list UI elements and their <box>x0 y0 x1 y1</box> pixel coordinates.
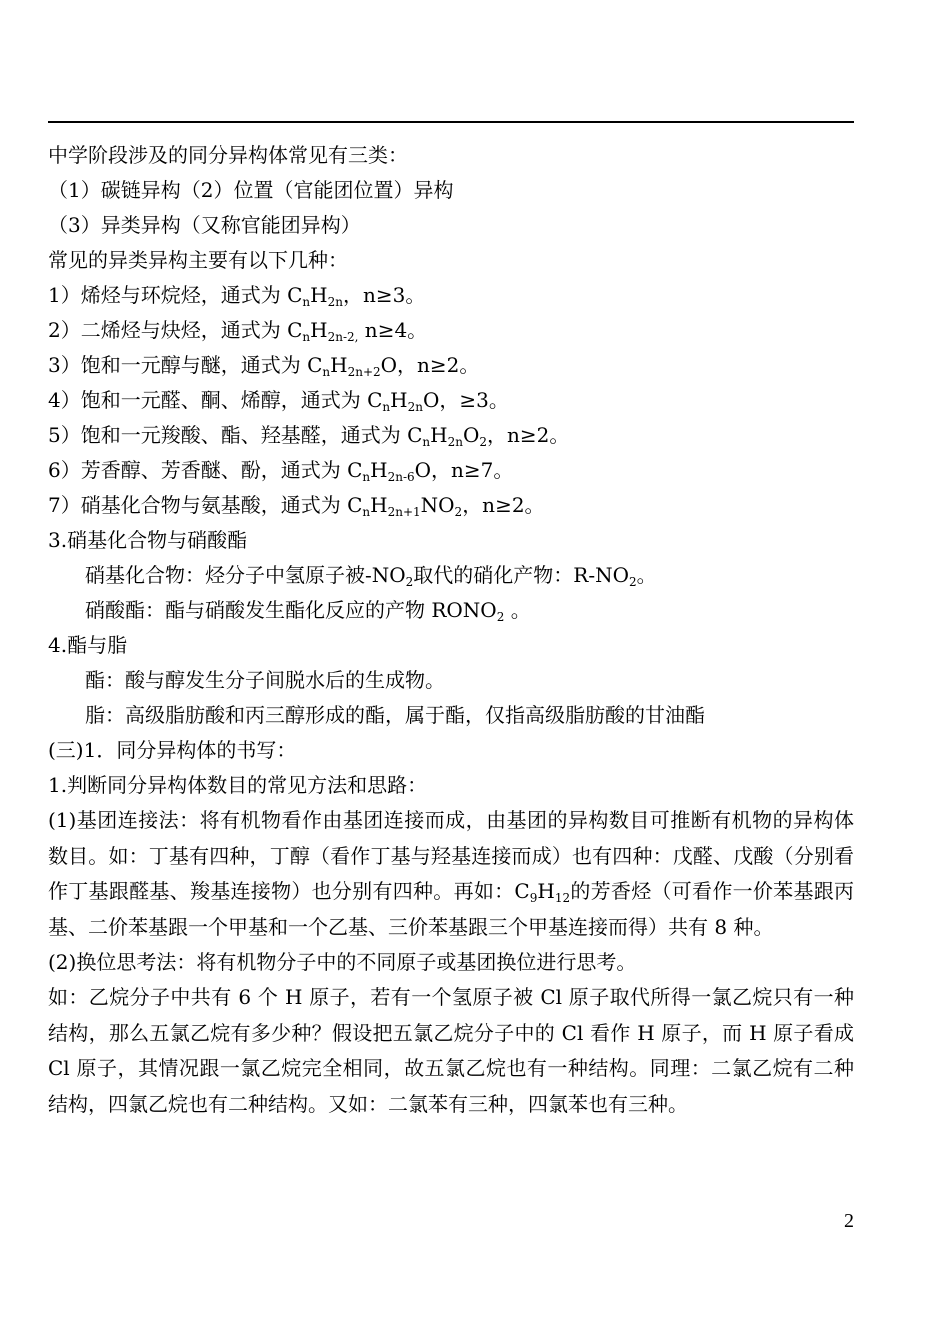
list-item-5: 5）饱和一元羧酸、酯、羟基醛，通式为 $C_nH_{2n}O_2$，n≥2。 <box>48 423 570 449</box>
isomer-type-3: （3）异类异构（又称官能团异构） <box>48 213 361 237</box>
list-item-6: 6）芳香醇、芳香醚、酚，通式为 $C_nH_{2n-6}O$，n≥7。 <box>48 458 514 484</box>
isomer-types-1-2: （1）碳链异构（2）位置（官能团位置）异构 <box>48 178 454 202</box>
section-three-heading: (三)1．同分异构体的书写： <box>48 738 297 762</box>
substitution-example-paragraph: 如：乙烷分子中共有 6 个 H 原子，若有一个氢原子被 Cl 原子取代所得一氯乙烷只有一种结构，那么五氯乙烷有多少种？假设把五氯乙烷分子中的 Cl 看作 H 原子，而 H 原子看成 Cl 原子，其情况跟一氯乙烷完全相同，故五氯乙烷也有一种结构。同理：二氯乙烷有二种结构，四氯乙烷也有二种结构。又如：二氯苯有三种，四氯苯也有三种。 <box>48 985 854 1116</box>
list-item-1: 1）烯烃与环烷烃，通式为 $C_nH_{2n}$，n≥3。 <box>48 283 426 309</box>
fat-definition: 脂：高级脂肪酸和丙三醇形成的酯，属于酯，仅指高级脂肪酸的甘油酯 <box>85 703 705 727</box>
section-3-heading: 3.硝基化合物与硝酸酯 <box>48 528 248 552</box>
ester-definition: 酯：酸与醇发生分子间脱水后的生成物。 <box>85 668 445 692</box>
document-body <box>48 138 854 1122</box>
group-connection-paragraph: (1)基团连接法：将有机物看作由基团连接而成，由基团的异构数目可推断有机物的异构体数目。如：丁基有四种，丁醇（看作丁基与羟基连接而成）也有四种：戊醛、戊酸（分别看作丁基跟醛基、羧基连接物）也分别有四种。再如：$C_9H_{12}$的芳香烃（可看作一价苯基跟丙基、二价苯基跟一个甲基和一个乙基、三价苯基跟三个甲基连接而得）共有 8 种。 <box>48 808 854 939</box>
section-4-heading: 4.酯与脂 <box>48 633 128 657</box>
list-item-3: 3）饱和一元醇与醚，通式为 $C_nH_{2n+2}O$，n≥2。 <box>48 353 480 379</box>
common-types-heading: 常见的异类异构主要有以下几种： <box>48 248 348 272</box>
list-item-7: 7）硝基化合物与氨基酸，通式为 $C_nH_{2n+1}NO_2$，n≥2。 <box>48 493 545 519</box>
substitution-method-line: (2)换位思考法：将有机物分子中的不同原子或基团换位进行思考。 <box>48 950 637 974</box>
nitro-compound-definition: 硝基化合物：烃分子中氢原子被$-NO_2$取代的硝化产物：$R-NO_2$。 <box>85 563 657 589</box>
nitrate-ester-definition: 硝酸酯：酯与硝酸发生酯化反应的产物 $RONO_2$ 。 <box>85 598 531 624</box>
page-number: 2 <box>844 1210 854 1232</box>
header-rule <box>48 121 854 123</box>
list-item-4: 4）饱和一元醛、酮、烯醇，通式为 $C_nH_{2n}O$，≥3。 <box>48 388 509 414</box>
method-heading: 1.判断同分异构体数目的常见方法和思路： <box>48 773 428 797</box>
intro-line: 中学阶段涉及的同分异构体常见有三类： <box>48 143 408 167</box>
list-item-2: 2）二烯烃与炔烃，通式为 $C_nH_{2n-2,}$ n≥4。 <box>48 318 428 344</box>
